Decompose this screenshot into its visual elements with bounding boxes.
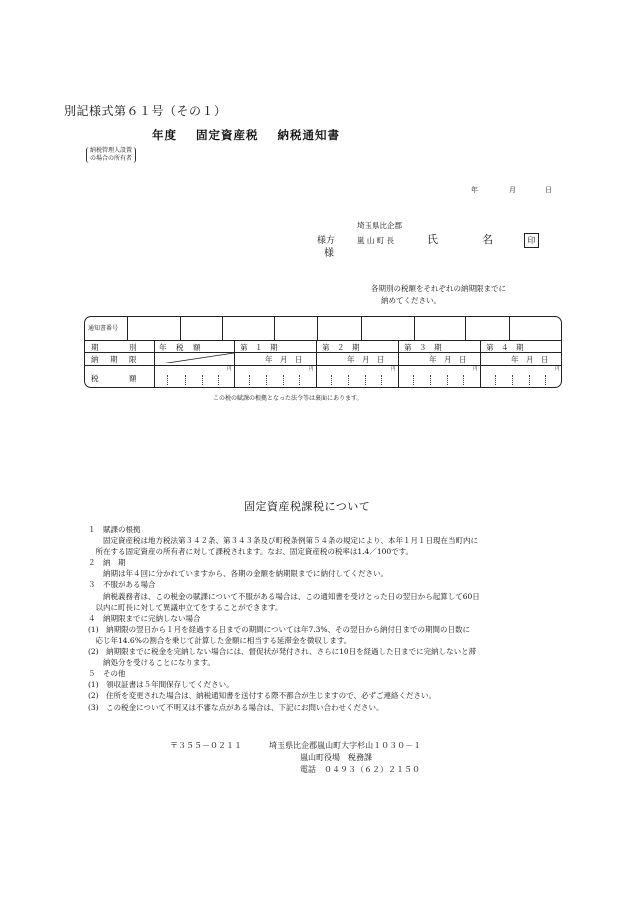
office-postal: 〒３５５－０２１１ bbox=[170, 741, 242, 750]
honorific-sama: 様 bbox=[324, 248, 334, 259]
payment-request-line1: 各期別の税額をそれぞれの納期限までに bbox=[371, 284, 506, 293]
body-line: 納期は年４回に分かれていますから、各期の金額を納期限までに納付してください。 bbox=[88, 569, 388, 579]
body-line: ５ その他 bbox=[88, 669, 126, 679]
body-line: (1) 納期限の翌日から１月を経過する日までの期間については年7.3%、その翌日から納付日までの期間の日数に bbox=[88, 624, 471, 634]
body-line: ３ 不服がある場合 bbox=[88, 580, 156, 590]
yen-unit-3: 円 bbox=[473, 367, 478, 372]
yen-unit-2: 円 bbox=[391, 367, 396, 372]
body-line: (2) 納期限までに税金を完納しない場合には、督促状が発付され、さらに10日を経過した日までに完納しないと滞 bbox=[88, 647, 477, 657]
explanation-title: 固定資産税課税について bbox=[244, 500, 371, 513]
office-phone: 電話 ０４９３（６２）２１５０ bbox=[300, 765, 420, 774]
name-label-2: 名 bbox=[482, 233, 493, 246]
tax-table bbox=[84, 316, 562, 388]
date-day: 日 bbox=[545, 186, 552, 194]
period-3-label: 第 ３ 期 bbox=[404, 343, 442, 352]
duedate-row-label: 納 期 限 bbox=[91, 355, 139, 364]
yen-unit-1: 円 bbox=[309, 367, 314, 372]
payment-request bbox=[371, 283, 506, 307]
table-footnote: この税の賦課の根拠となった法令等は裏面にあります。 bbox=[213, 395, 363, 402]
period-1-label: 第 １ 期 bbox=[240, 343, 278, 352]
period-2-label: 第 ２ 期 bbox=[322, 343, 360, 352]
document-title bbox=[152, 127, 354, 143]
title-notice: 納税通知書 bbox=[277, 128, 341, 142]
honorific-kata: 様方 bbox=[317, 236, 336, 246]
body-line: １ 賦課の根拠 bbox=[88, 525, 141, 534]
body-line: 応じ年14.6%の割合を乗じて計算した金額に相当する延滞金を徴収します。 bbox=[88, 635, 352, 645]
body-line: (3) この税金について不明又は不審な点がある場合は、下記にお問い合わせください。 bbox=[88, 702, 384, 712]
sender-address-line2: 嵐 山 町 長 bbox=[357, 236, 395, 245]
body-line: 固定資産税は地方税法第３４２条、第３４３条及び町税条例第５４条の規定により、本年１月１日現在当町内に bbox=[88, 536, 478, 546]
due-date-2: 年 月 日 bbox=[347, 355, 385, 364]
body-line: (2) 住所を変更された場合は、納税通知書を送付する際不都合が生じますので、必ずご連絡ください。 bbox=[88, 691, 436, 701]
yen-unit-annual: 円 bbox=[227, 367, 232, 372]
notice-number-label: 通知書番号 bbox=[88, 325, 119, 332]
body-line: 納処分を受けることになります。 bbox=[88, 658, 215, 668]
date-month: 月 bbox=[509, 186, 516, 194]
body-line: ２ 納 期 bbox=[88, 558, 126, 568]
body-line: 以内に町長に対して異議申立てをすることができます。 bbox=[88, 602, 283, 612]
name-label-1: 氏 bbox=[427, 233, 438, 246]
office-department: 嵐山町役場 税務課 bbox=[300, 753, 372, 762]
period-4-label: 第 ４ 期 bbox=[486, 343, 524, 352]
annual-amount-label: 年 税 額 bbox=[159, 343, 202, 352]
due-date-4: 年 月 日 bbox=[511, 355, 549, 364]
form-id: 別記様式第６１号（その１） bbox=[64, 104, 227, 118]
title-tax: 固定資産税 bbox=[196, 128, 259, 142]
title-year: 年度 bbox=[152, 128, 177, 142]
due-date-3: 年 月 日 bbox=[429, 355, 467, 364]
payment-request-line2: 納めてください。 bbox=[381, 296, 441, 305]
amount-row-label: 税 額 bbox=[91, 374, 139, 383]
sender-address-line1: 埼玉県比企郡 bbox=[357, 221, 402, 230]
date-year: 年 bbox=[471, 186, 478, 194]
agent-note-line1: 納税管理人設置 bbox=[90, 147, 133, 154]
body-line: 所在する固定資産の所有者に対して課税されます。なお、固定資産税の税率は1.4／100です。 bbox=[88, 547, 414, 557]
diagonal-slash bbox=[154, 353, 234, 363]
body-line: (1) 領収証書は５年間保存してください。 bbox=[88, 680, 234, 690]
due-date-1: 年 月 日 bbox=[265, 355, 303, 364]
agent-note-line2: の場合の所有者 bbox=[90, 155, 133, 162]
body-line: ４ 納期限までに完納しない場合 bbox=[88, 613, 201, 623]
yen-unit-4: 円 bbox=[555, 367, 560, 372]
explanation-body bbox=[88, 524, 568, 713]
agent-note bbox=[86, 147, 136, 163]
seal-mark: 印 bbox=[524, 233, 539, 248]
body-line: 納税義務者は、この税金の賦課について不服がある場合は、この通知書を受けとった日の翌日から起算して60日 bbox=[88, 591, 480, 601]
office-address: 埼玉県比企郡嵐山町大字杉山１０３０－１ bbox=[269, 741, 422, 750]
period-row-label: 期 別 bbox=[91, 343, 139, 352]
office-contact bbox=[170, 740, 421, 776]
